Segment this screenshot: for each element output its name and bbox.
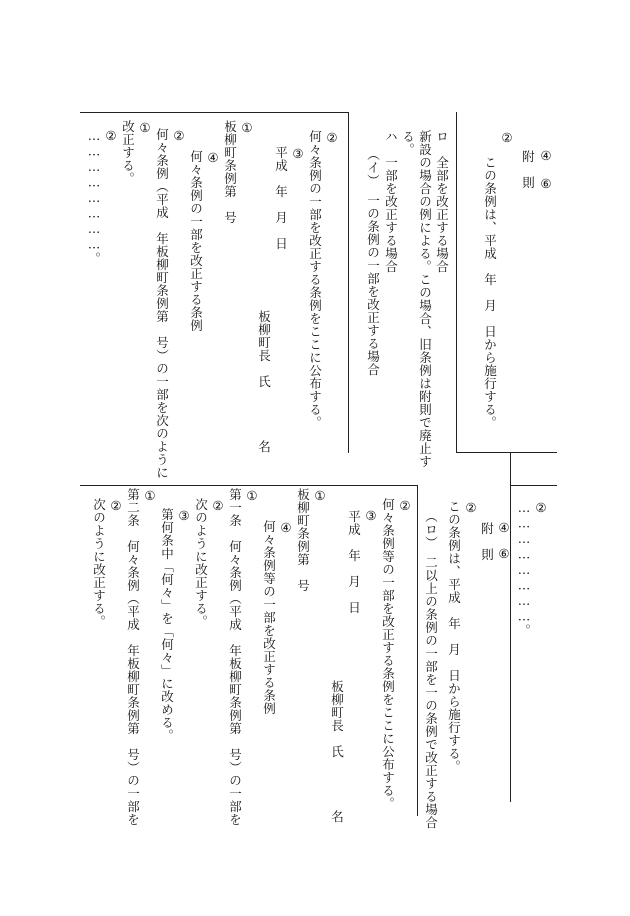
bot-m-heading: （ロ） 二以上の条例の一部を一の条例で改正する場合 bbox=[423, 510, 439, 829]
top-l-promulgate: 何々条例の一部を改正する条例をここに公布する。 bbox=[307, 130, 323, 429]
bot-l-art2-line2: 次のように改正する。 bbox=[91, 498, 107, 628]
bot-l-circ1c: ① bbox=[142, 488, 158, 504]
top-l-mayor: 板柳町長 氏 bbox=[256, 310, 272, 388]
top-l-mayor-name: 名 bbox=[256, 440, 272, 453]
top-l-circ1: ① bbox=[239, 120, 255, 136]
top-r-circ4: ④ bbox=[538, 148, 554, 164]
bot-m-circ4: ④ bbox=[496, 520, 512, 536]
top-l-amend-line2: 改正する。 bbox=[120, 120, 136, 185]
top-l-circ2b: ② bbox=[171, 128, 187, 144]
bot-r-dots: ……………………。 bbox=[516, 500, 532, 637]
bot-l-ordinance-title: 何々条例等の一部を改正する条例 bbox=[261, 520, 277, 715]
bot-r-circ2: ② bbox=[533, 500, 549, 516]
bot-l-ordinance-no: 板柳町条例第 号 bbox=[295, 488, 311, 592]
bot-l-replace-text: 第何条中「何々」を「何々」に改める。 bbox=[159, 508, 175, 742]
top-m-line4: ハ 一部を改正する場合 bbox=[383, 130, 399, 273]
bot-l-circ3: ③ bbox=[363, 508, 379, 524]
bot-l-circ2: ② bbox=[397, 498, 413, 514]
bot-l-mayor: 板柳町長 氏 bbox=[329, 680, 345, 758]
top-r-circ6: ⑥ bbox=[538, 176, 554, 192]
bot-l-circ2b: ② bbox=[210, 498, 226, 514]
top-l-amend-line1: 何々条例（平成 年板柳町条例第 号）の一部を次のように bbox=[154, 128, 170, 479]
top-m-line5: （イ） 一の条例の一部を改正する場合 bbox=[365, 148, 381, 376]
top-l-dots: ……………………。 bbox=[86, 128, 102, 265]
top-l-date: 平成 年 月 日 bbox=[273, 146, 289, 250]
top-l-circ2: ② bbox=[324, 130, 340, 146]
top-r-enforce-text: この条例は、平成 年 月 日から施行する。 bbox=[482, 156, 498, 429]
bot-l-date: 平成 年 月 日 bbox=[346, 510, 362, 614]
bot-l-art1-line2: 次のように改正する。 bbox=[193, 498, 209, 628]
bot-m-circ2: ② bbox=[463, 500, 479, 516]
bot-l-circ1b: ① bbox=[244, 488, 260, 504]
top-m-line2: 新設の場合の例による。この場合、旧条例は附則で廃止す bbox=[417, 130, 433, 468]
bot-l-art2-line1: 第二条 何々条例（平成 年板柳町条例第 号）の一部を bbox=[125, 488, 141, 826]
bot-m-enforce-text: この条例は、平成 年 月 日から施行する。 bbox=[446, 500, 462, 773]
bot-m-circ6: ⑥ bbox=[496, 546, 512, 562]
top-l-ordinance-no: 板柳町条例第 号 bbox=[222, 120, 238, 224]
top-r-supplementary: 附 則 bbox=[520, 150, 536, 189]
bot-l-promulgate: 何々条例等の一部を改正する条例をここに公布する。 bbox=[380, 498, 396, 810]
top-r-circ2: ② bbox=[499, 130, 515, 146]
bot-l-mayor-name: 名 bbox=[329, 810, 345, 823]
bot-l-circ2c: ② bbox=[108, 498, 124, 514]
top-m-line1: ロ 全部を改正する場合 bbox=[434, 130, 450, 273]
bot-m-supplementary: 附 則 bbox=[479, 522, 495, 561]
top-l-circ3: ③ bbox=[290, 146, 306, 162]
bot-l-circ1: ① bbox=[312, 488, 328, 504]
top-l-circ1b: ① bbox=[137, 120, 153, 136]
top-l-circ2c: ② bbox=[103, 128, 119, 144]
bot-l-art1-line1: 第一条 何々条例（平成 年板柳町条例第 号）の一部を bbox=[227, 488, 243, 826]
bot-l-circ3b: ③ bbox=[176, 508, 192, 524]
top-l-ordinance-title: 何々条例の一部を改正する条例 bbox=[188, 150, 204, 332]
bot-l-circ4: ④ bbox=[278, 520, 294, 536]
top-l-circ4: ④ bbox=[205, 150, 221, 166]
top-m-line3: る。 bbox=[400, 130, 416, 156]
